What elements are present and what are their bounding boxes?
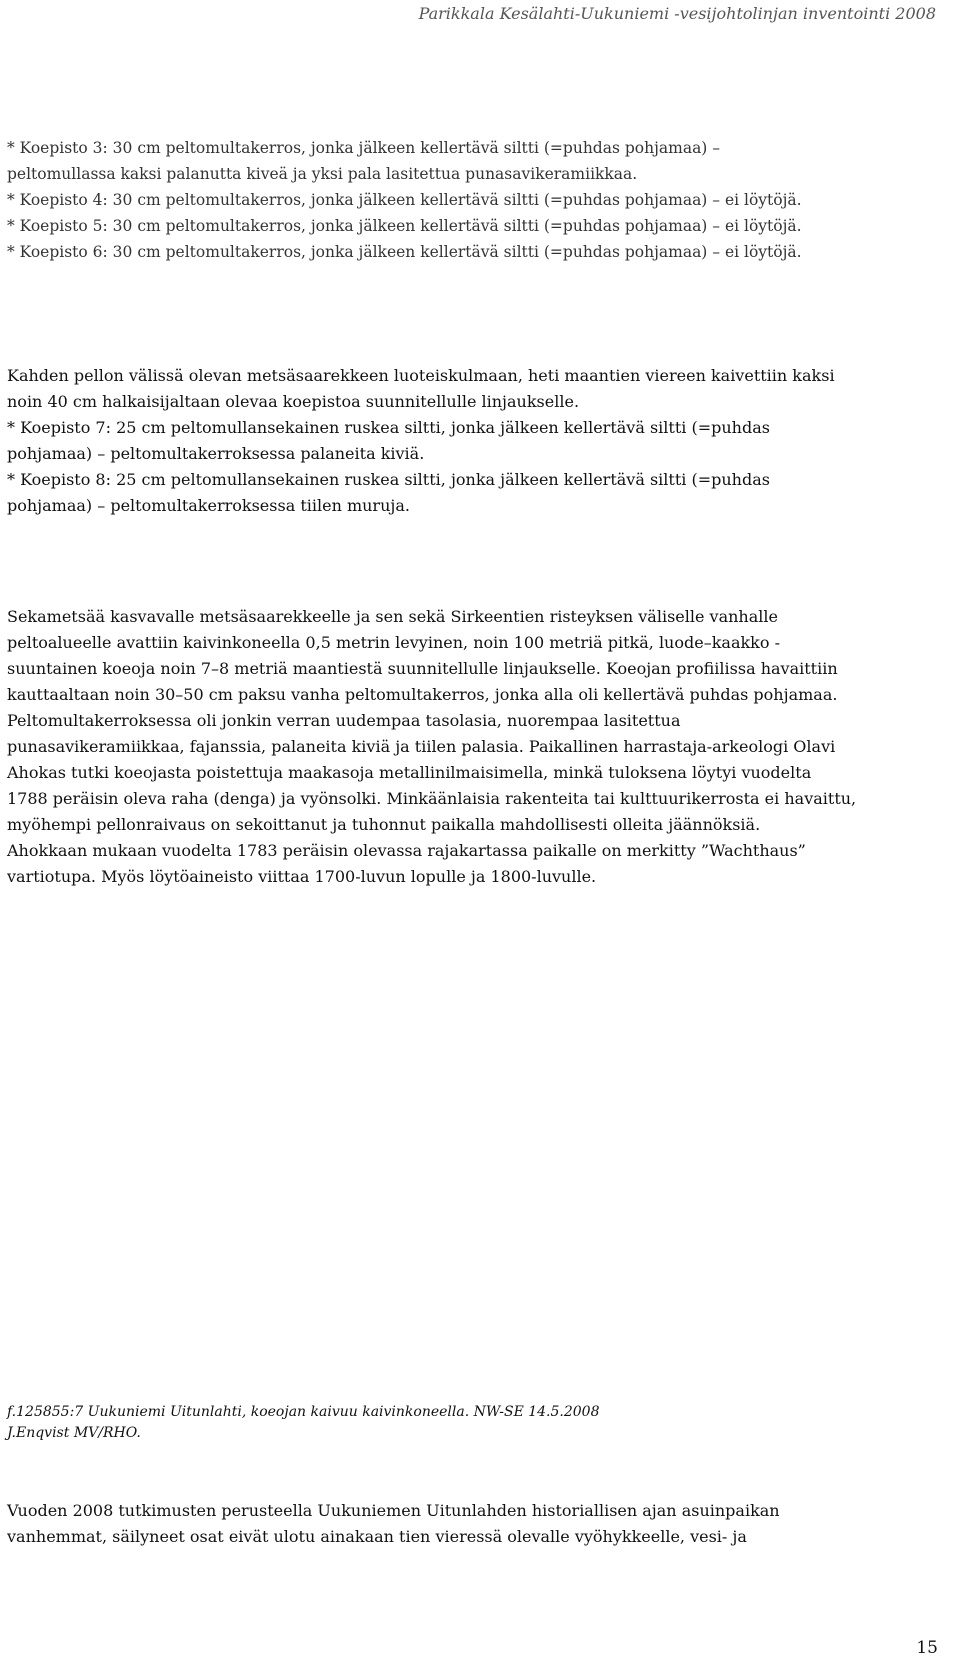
paragraph-line: pohjamaa) – peltomultakerroksessa palaneita kiviä. — [7, 444, 425, 463]
test-pit-paragraph-2 — [7, 363, 902, 519]
trench-description-paragraph — [7, 604, 902, 890]
running-header: Parikkala Kesälahti-Uukuniemi -vesijohtolinjan inventointi 2008 — [418, 4, 936, 23]
paragraph-line: * Koepisto 7: 25 cm peltomullansekainen ruskea siltti, jonka jälkeen kellertävä siltti (=puhdas — [7, 418, 770, 437]
paragraph-line: * Koepisto 4: 30 cm peltomultakerros, jonka jälkeen kellertävä siltti (=puhdas pohjamaa) – ei löytöjä. — [7, 191, 802, 209]
paragraph-line: Peltomultakerroksessa oli jonkin verran uudempaa tasolasia, nuorempaa lasitettua — [7, 711, 681, 730]
paragraph-line: punasavikeramiikkaa, fajanssia, palaneita kiviä ja tiilen palasia. Paikallinen harrastaja-arkeologi Olavi — [7, 737, 836, 756]
paragraph-line: vartiotupa. Myös löytöaineisto viittaa 1700-luvun lopulle ja 1800-luvulle. — [7, 867, 597, 886]
paragraph-line: Vuoden 2008 tutkimusten perusteella Uukuniemen Uitunlahden historiallisen ajan asuinpaikan — [7, 1501, 780, 1520]
paragraph-line: Ahokkaan mukaan vuodelta 1783 peräisin olevassa rajakartassa paikalle on merkitty ”Wachthaus” — [7, 841, 806, 860]
paragraph-line: Kahden pellon välissä olevan metsäsaarekkeen luoteiskulmaan, heti maantien viereen kaivettiin kaksi — [7, 366, 835, 385]
paragraph-line: * Koepisto 8: 25 cm peltomullansekainen ruskea siltti, jonka jälkeen kellertävä siltti (=puhdas — [7, 470, 770, 489]
paragraph-line: noin 40 cm halkaisijaltaan olevaa koepistoa suunnitellulle linjaukselle. — [7, 392, 580, 411]
paragraph-line: Sekametsää kasvavalle metsäsaarekkeelle ja sen sekä Sirkeentien risteyksen väliselle vanhalle — [7, 607, 778, 626]
photo-caption — [7, 1402, 902, 1444]
caption-line: J.Enqvist MV/RHO. — [7, 1425, 141, 1441]
paragraph-line: * Koepisto 5: 30 cm peltomultakerros, jonka jälkeen kellertävä siltti (=puhdas pohjamaa) – ei löytöjä. — [7, 217, 802, 235]
test-pit-list-1 — [7, 135, 902, 265]
paragraph-line: vanhemmat, säilyneet osat eivät ulotu ainakaan tien vieressä olevalle vyöhykkeelle, vesi- ja — [7, 1527, 747, 1546]
paragraph-line: pohjamaa) – peltomultakerroksessa tiilen muruja. — [7, 496, 410, 515]
page-number: 15 — [916, 1638, 938, 1658]
paragraph-line: Ahokas tutki koeojasta poistettuja maakasoja metallinilmaisimella, minkä tuloksena löytyi vuodelta — [7, 763, 812, 782]
paragraph-line: 1788 peräisin oleva raha (denga) ja vyönsolki. Minkäänlaisia rakenteita tai kulttuurikerrosta ei havaittu, — [7, 789, 857, 808]
caption-line: f.125855:7 Uukuniemi Uitunlahti, koeojan kaivuu kaivinkoneella. NW-SE 14.5.2008 — [7, 1404, 600, 1420]
paragraph-line: * Koepisto 6: 30 cm peltomultakerros, jonka jälkeen kellertävä siltti (=puhdas pohjamaa) – ei löytöjä. — [7, 243, 802, 261]
paragraph-line: suuntainen koeoja noin 7–8 metriä maantiestä suunnitellulle linjaukselle. Koeojan profiilissa havaittiin — [7, 659, 838, 678]
paragraph-line: myöhempi pellonraivaus on sekoittanut ja tuhonnut paikalla mahdollisesti olleita jäännöksiä. — [7, 815, 761, 834]
paragraph-line: kauttaaltaan noin 30–50 cm paksu vanha peltomultakerros, jonka alla oli kellertävä puhdas pohjamaa. — [7, 685, 838, 704]
paragraph-line: peltomullassa kaksi palanutta kiveä ja yksi pala lasitettua punasavikeramiikkaa. — [7, 165, 638, 183]
paragraph-line: * Koepisto 3: 30 cm peltomultakerros, jonka jälkeen kellertävä siltti (=puhdas pohjamaa) – — [7, 139, 721, 157]
paragraph-line: peltoalueelle avattiin kaivinkoneella 0,5 metrin levyinen, noin 100 metriä pitkä, luode–kaakko - — [7, 633, 780, 652]
conclusion-paragraph — [7, 1498, 902, 1550]
